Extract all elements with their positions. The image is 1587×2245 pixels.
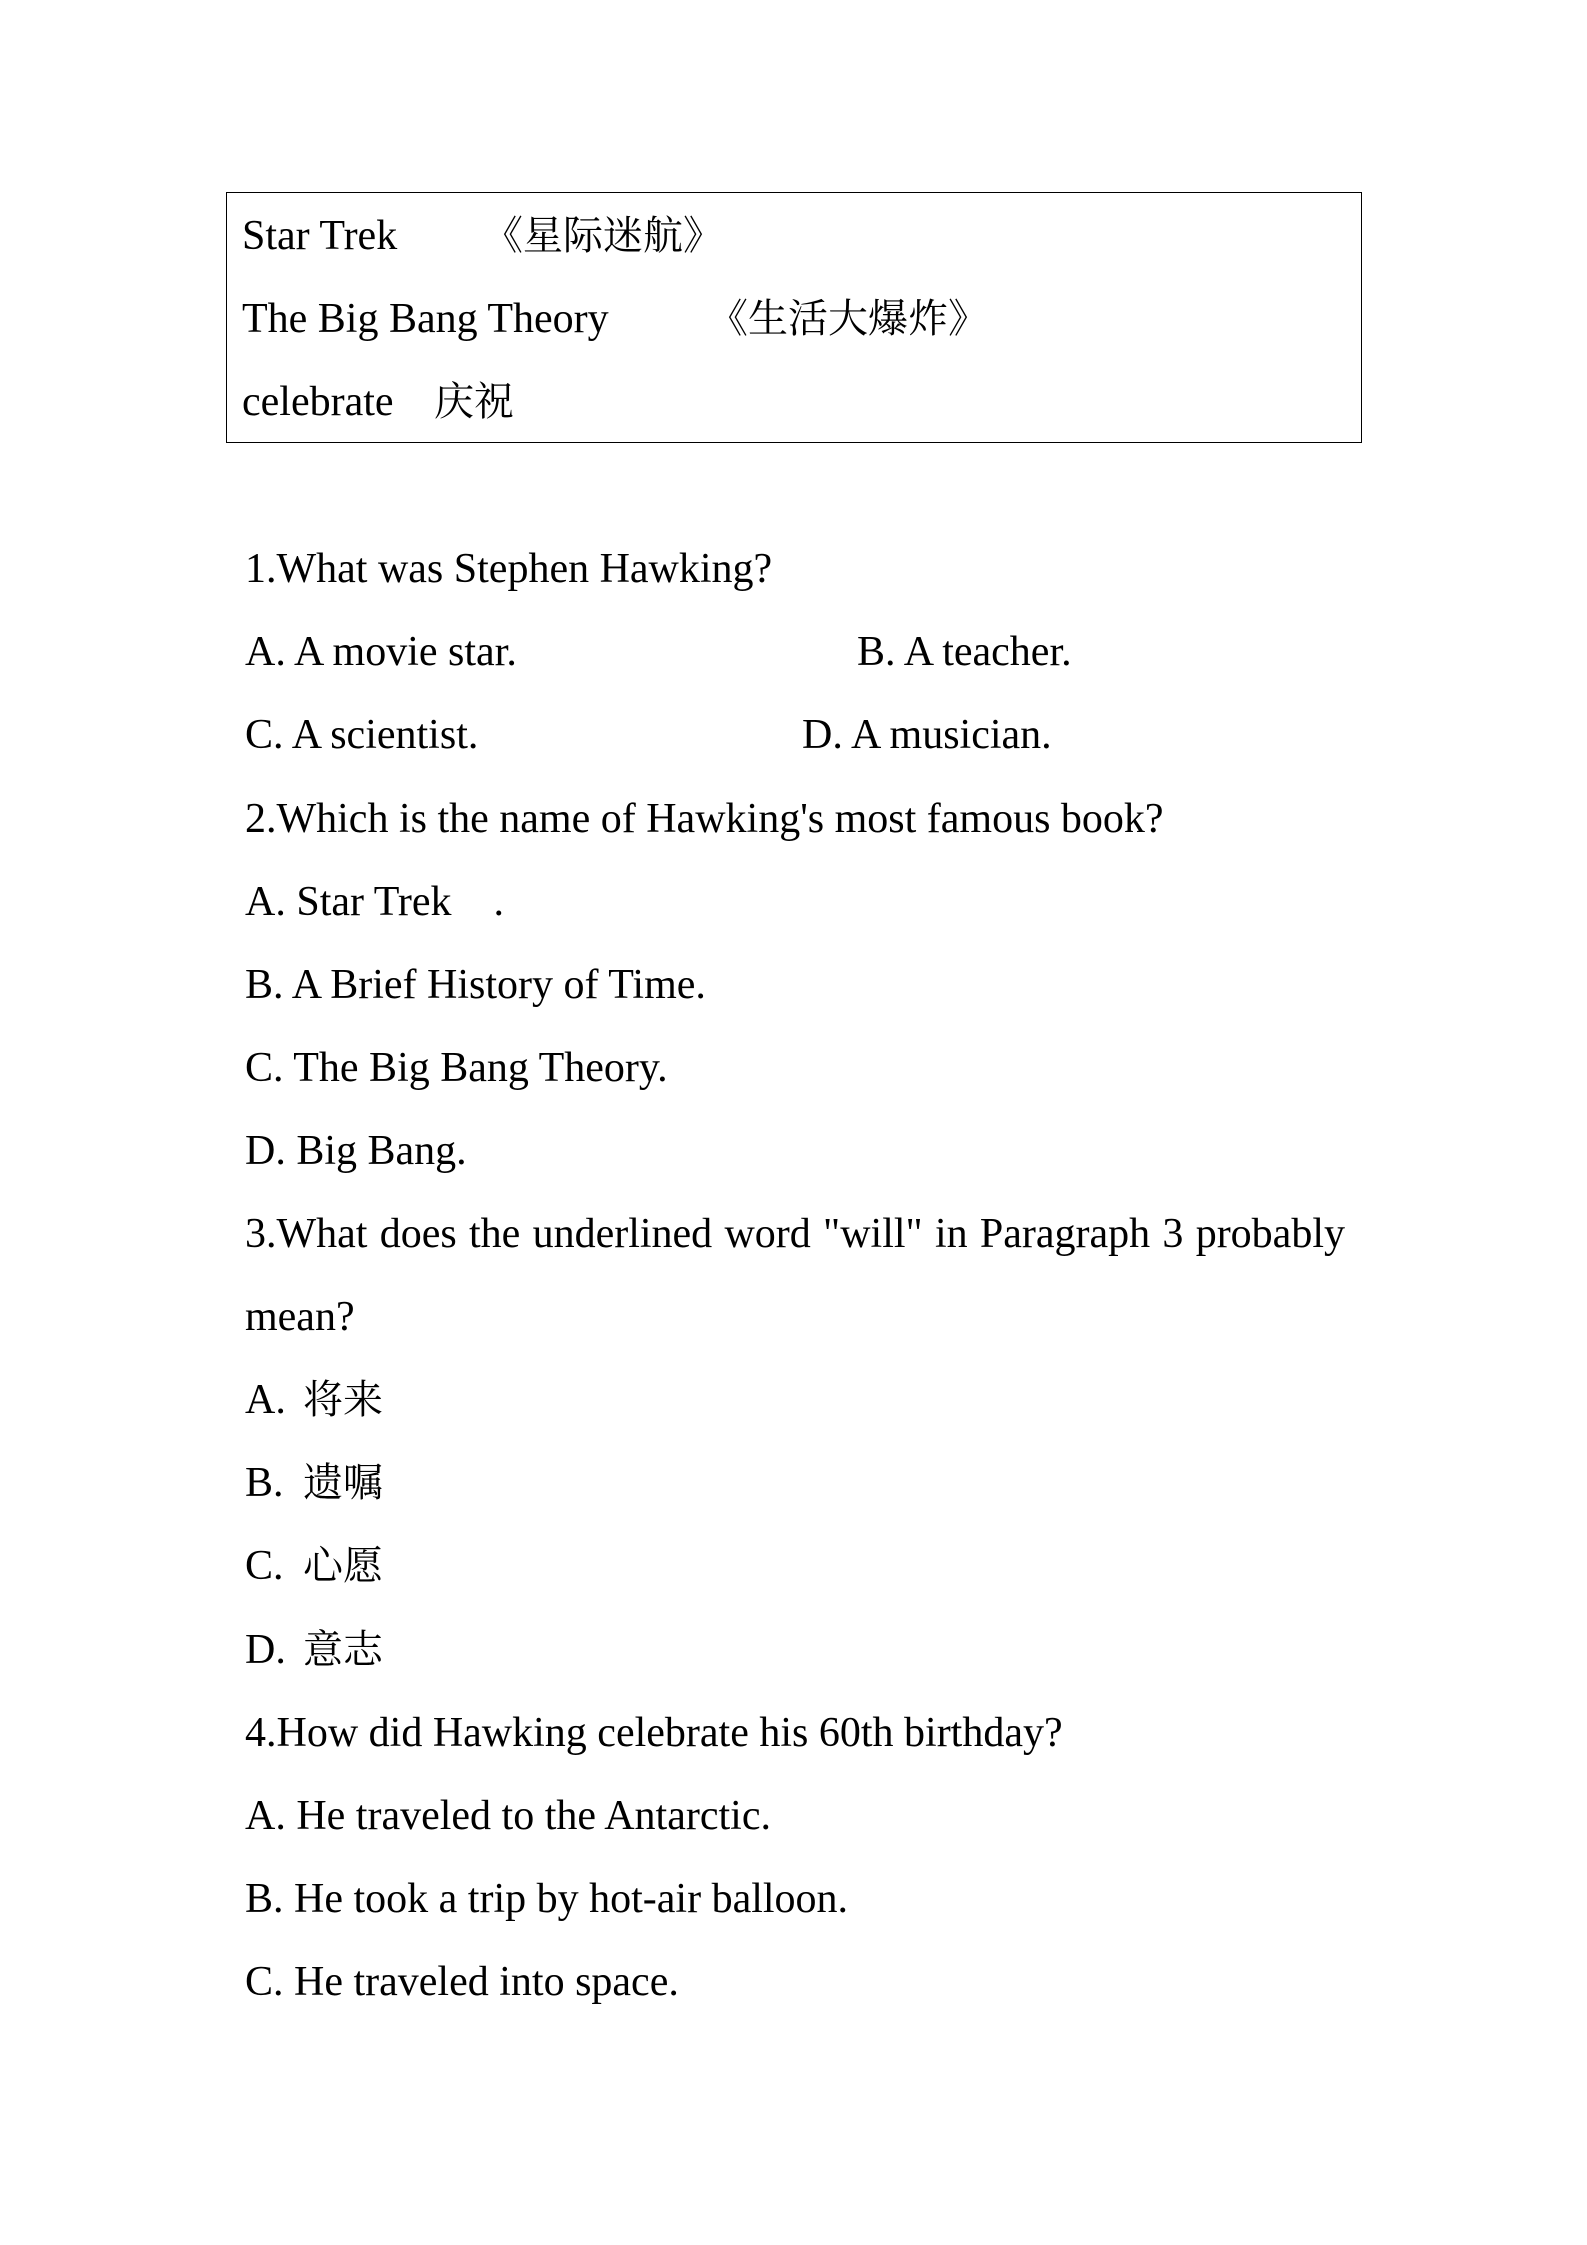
option-row — [245, 611, 1345, 694]
option-text: C. He traveled into space. — [245, 1958, 679, 2005]
option-b[interactable] — [245, 944, 1345, 1027]
question-stem: 4.How did Hawking celebrate his 60th birthday? — [245, 1709, 1063, 1756]
option-c[interactable] — [245, 1525, 1345, 1608]
question-list — [245, 528, 1345, 2024]
question-stem: 2.Which is the name of Hawking's most famous book? — [245, 795, 1164, 842]
option-b[interactable]: B. A teacher. — [857, 629, 1072, 676]
option-c[interactable] — [245, 1941, 1345, 2024]
glossary-translation: 庆祝 — [434, 379, 514, 426]
option-d[interactable] — [245, 1110, 1345, 1193]
option-text: A. He traveled to the Antarctic. — [245, 1792, 771, 1839]
option-label: B. — [245, 1460, 284, 1507]
option-b[interactable] — [245, 1858, 1345, 1941]
option-label: A. — [245, 1377, 286, 1424]
glossary-translation: 《生活大爆炸》 — [708, 296, 988, 343]
option-d[interactable] — [245, 1609, 1345, 1692]
option-a[interactable] — [245, 1775, 1345, 1858]
glossary-translation: 《星际迷航》 — [483, 213, 723, 259]
option-text: D. Big Bang. — [245, 1127, 467, 1174]
question-4 — [245, 1692, 1345, 2024]
glossary-item — [242, 361, 514, 444]
option-label: C. — [245, 1543, 284, 1590]
glossary-list — [242, 195, 988, 444]
question-stem: 3.What does the underlined word "will" in Paragraph 3 probably mean? — [245, 1211, 1345, 1341]
question-1 — [245, 528, 1345, 777]
glossary-term: Star Trek — [242, 213, 398, 259]
question-3 — [245, 1193, 1345, 1692]
glossary-box — [226, 192, 1362, 443]
option-a[interactable]: A. A movie star. — [245, 629, 517, 676]
option-text: B. He took a trip by hot-air balloon. — [245, 1875, 849, 1922]
question-2 — [245, 778, 1345, 1193]
option-c[interactable]: C. A scientist. — [245, 712, 479, 759]
option-label: D. — [245, 1626, 286, 1673]
glossary-term: celebrate — [242, 379, 394, 426]
option-text: 将来 — [303, 1377, 383, 1424]
option-text: 遗嘱 — [303, 1460, 383, 1507]
option-d[interactable]: D. A musician. — [802, 712, 1052, 759]
option-b[interactable] — [245, 1442, 1345, 1525]
option-c[interactable] — [245, 1027, 1345, 1110]
glossary-term: The Big Bang Theory — [242, 296, 609, 343]
question-stem: 1.What was Stephen Hawking? — [245, 546, 773, 593]
option-text: 心愿 — [303, 1543, 383, 1590]
option-text: B. A Brief History of Time. — [245, 961, 706, 1008]
option-row — [245, 694, 1345, 777]
option-text: 意志 — [303, 1626, 383, 1673]
option-a[interactable] — [245, 861, 1345, 944]
glossary-item — [242, 278, 988, 361]
option-a[interactable] — [245, 1359, 1345, 1442]
glossary-item — [242, 195, 723, 278]
option-text: A. Star Trek . — [245, 878, 505, 925]
option-text: C. The Big Bang Theory. — [245, 1044, 668, 1091]
